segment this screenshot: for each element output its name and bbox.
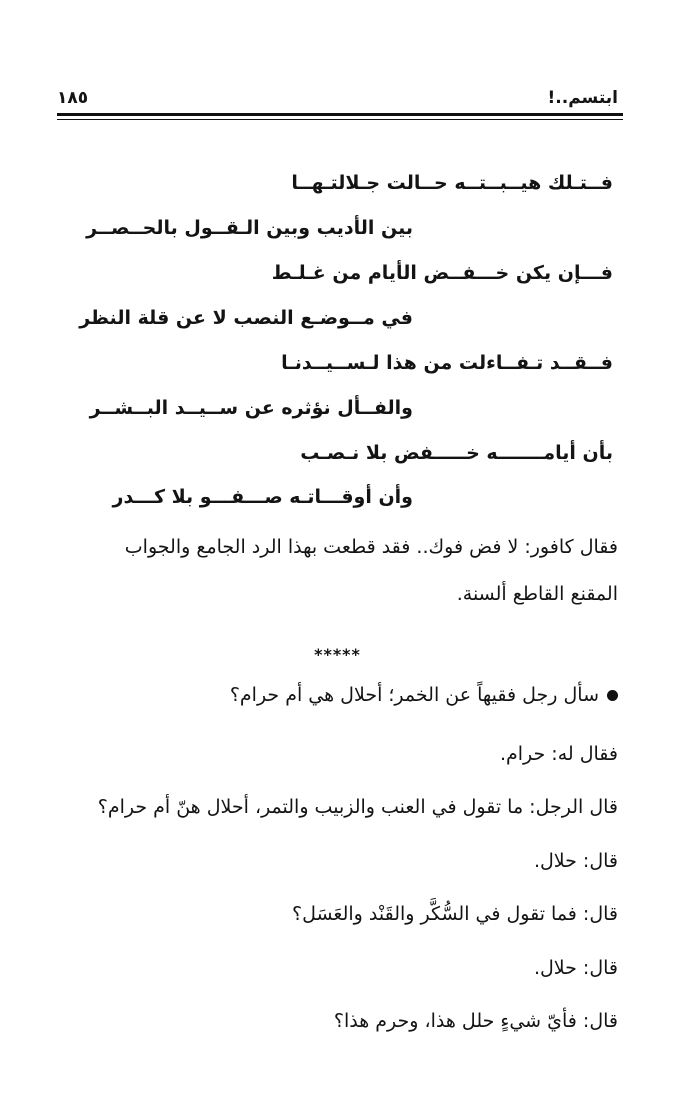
verse-1-first-half: فــتـلك هيــبــتــه حــالت جـلالتـهــا	[291, 172, 613, 194]
paragraph-line-2: المقنع القاطع ألسنة.	[456, 583, 618, 605]
header-rule-thin	[57, 119, 623, 120]
verse-4-second-half: وأن أوقـــاتـه صـــفـــو بلا كـــدر	[112, 486, 413, 508]
dialogue-line-2: فقال له: حرام.	[499, 743, 618, 765]
verse-4-first-half: بأن أيامـــــــه خـــــفض بلا نـصـب	[300, 442, 613, 464]
verse-2-first-half: فـــإن يكن خـــفــض الأيام من غـلـط	[271, 262, 613, 284]
verse-3-first-half: فــقــد تـفــاءلت من هذا لـســيــدنـا	[281, 352, 613, 374]
paragraph-line-1: فقال كافور: لا فض فوك.. فقد قطعت بهذا الرد الجامع والجواب	[124, 536, 618, 558]
section-separator: *****	[314, 645, 361, 664]
dialogue-line-3: قال الرجل: ما تقول في العنب والزبيب والتمر، أحلال هنّ أم حرام؟	[97, 796, 618, 818]
dialogue-text-1: سأل رجل فقيهاً عن الخمر؛ أحلال هي أم حرام؟	[229, 684, 599, 706]
verse-2-second-half: في مــوضـع النصب لا عن قلة النظر	[79, 307, 413, 329]
page-number: ١٨٥	[57, 88, 89, 108]
running-title: ابتسم..!	[547, 88, 618, 108]
dialogue-line-7: قال: فأيّ شيءٍ حلل هذا، وحرم هذا؟	[333, 1010, 618, 1032]
dialogue-line-1	[230, 684, 618, 706]
bullet-icon	[607, 690, 618, 701]
dialogue-line-5: قال: فما تقول في السُّكَّر والقَنْد والعَسَل؟	[292, 903, 618, 925]
header-rule-thick	[57, 113, 623, 116]
dialogue-line-4: قال: حلال.	[533, 850, 618, 872]
verse-3-second-half: والفــأل نؤثره عن ســيــد البــشــر	[89, 397, 413, 419]
dialogue-line-6: قال: حلال.	[533, 957, 618, 979]
verse-1-second-half: بين الأديب وبين الـقــول بالحــصــر	[86, 217, 413, 239]
